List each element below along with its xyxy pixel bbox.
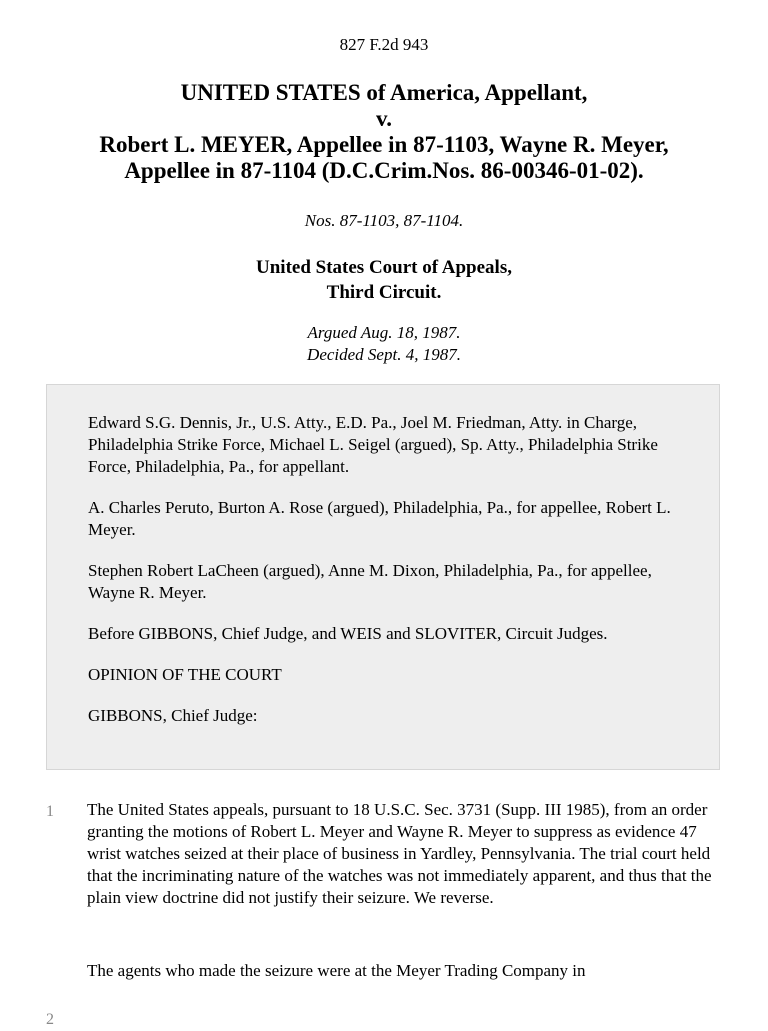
title-line: v. bbox=[376, 106, 392, 131]
court-name bbox=[0, 255, 768, 305]
paragraph-number: 2 bbox=[46, 1011, 54, 1028]
counsel-appellee-wayne: Stephen Robert LaCheen (argued), Anne M. Dixon, Philadelphia, Pa., for appellee, Wayne R. Meyer. bbox=[88, 561, 652, 602]
paragraph-number: 1 bbox=[46, 803, 54, 820]
counsel-box bbox=[46, 384, 720, 770]
title-line: Robert L. MEYER, Appellee in 87-1103, Wayne R. Meyer, bbox=[99, 132, 669, 157]
panel-judges: Before GIBBONS, Chief Judge, and WEIS and SLOVITER, Circuit Judges. bbox=[88, 624, 608, 643]
counsel-appellee-robert: A. Charles Peruto, Burton A. Rose (argued), Philadelphia, Pa., for appellee, Robert L. Meyer. bbox=[88, 498, 671, 539]
opinion-paragraph: The United States appeals, pursuant to 18 U.S.C. Sec. 3731 (Supp. III 1985), from an order granting the motions of Robert L. Meyer and Wayne R. Meyer to suppress as evidence 47 wrist watches seized at their place of business in Yardley, Pennsylvania. The trial court held that the incriminating nature of the watches was not immediately apparent, and thus that the plain view doctrine did not justify their seizure. We reverse. bbox=[87, 800, 712, 907]
case-dates bbox=[0, 322, 768, 366]
decided-date: Decided Sept. 4, 1987. bbox=[307, 345, 461, 364]
court-line: Third Circuit. bbox=[326, 282, 442, 303]
counsel-appellant: Edward S.G. Dennis, Jr., U.S. Atty., E.D. Pa., Joel M. Friedman, Atty. in Charge, Philadelphia Strike Force, Michael L. Seigel (argued), Sp. Atty., Philadelphia Strike Force, Philadelphia, Pa., for appellant. bbox=[88, 413, 658, 476]
case-citation: 827 F.2d 943 bbox=[339, 35, 429, 54]
opinion-paragraph: The agents who made the seizure were at the Meyer Trading Company in bbox=[87, 961, 586, 980]
case-title bbox=[40, 80, 728, 184]
court-line: United States Court of Appeals, bbox=[256, 257, 512, 278]
title-line: UNITED STATES of America, Appellant, bbox=[180, 80, 588, 105]
opinion-heading: OPINION OF THE COURT bbox=[88, 665, 282, 684]
argued-date: Argued Aug. 18, 1987. bbox=[307, 323, 461, 342]
docket-numbers: Nos. 87-1103, 87-1104. bbox=[304, 211, 464, 230]
opinion-author: GIBBONS, Chief Judge: bbox=[88, 706, 258, 725]
title-line: Appellee in 87-1104 (D.C.Crim.Nos. 86-00346-01-02). bbox=[124, 158, 644, 183]
